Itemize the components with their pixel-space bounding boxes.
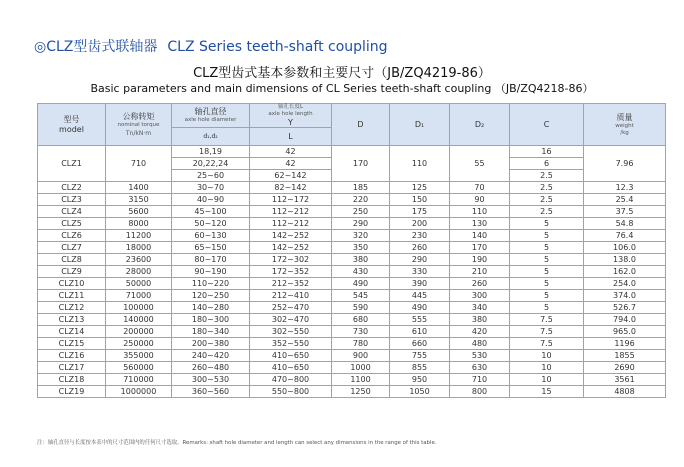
col-weight-unit: /kg [620, 129, 629, 136]
cell-length: 82~142 [250, 182, 332, 194]
cell-torque: 11200 [106, 230, 172, 242]
cell-C: 7.5 [510, 314, 584, 326]
table-row [38, 374, 666, 386]
cell-length: 252~470 [250, 302, 332, 314]
cell-weight: 25.4 [584, 194, 666, 206]
table-row [38, 362, 666, 374]
cell-D: 1000 [332, 362, 390, 374]
col-bore-sub: d₁,d₂ [172, 128, 250, 146]
cell-D2: 530 [450, 350, 510, 362]
cell-weight: 374.0 [584, 290, 666, 302]
cell-torque: 23600 [106, 254, 172, 266]
cell-length: 42 [250, 146, 332, 158]
cell-model: CLZ12 [38, 302, 106, 314]
cell-weight: 106.0 [584, 242, 666, 254]
cell-bore: 200~380 [172, 338, 250, 350]
cell-model: CLZ18 [38, 374, 106, 386]
col-torque-unit: Tn/kN·m [125, 129, 152, 137]
cell-torque: 18000 [106, 242, 172, 254]
cell-length: 410~650 [250, 350, 332, 362]
cell-C: 6 [510, 158, 584, 170]
table-row [38, 278, 666, 290]
cell-bore: 140~280 [172, 302, 250, 314]
cell-model: CLZ2 [38, 182, 106, 194]
cell-C: 5 [510, 230, 584, 242]
spec-table [37, 103, 666, 398]
col-length-y: Y [288, 118, 293, 127]
cell-weight: 526.7 [584, 302, 666, 314]
cell-model: CLZ7 [38, 242, 106, 254]
cell-D: 380 [332, 254, 390, 266]
cell-D: 250 [332, 206, 390, 218]
cell-D2: 170 [450, 242, 510, 254]
cell-D2: 70 [450, 182, 510, 194]
cell-torque: 710 [106, 146, 172, 182]
cell-D1: 445 [390, 290, 450, 302]
col-weight-en: weight [615, 122, 634, 129]
table-row [38, 290, 666, 302]
cell-torque: 71000 [106, 290, 172, 302]
cell-D: 900 [332, 350, 390, 362]
cell-model: CLZ13 [38, 314, 106, 326]
cell-torque: 50000 [106, 278, 172, 290]
cell-D1: 555 [390, 314, 450, 326]
cell-torque: 1000000 [106, 386, 172, 398]
cell-D2: 710 [450, 374, 510, 386]
cell-torque: 100000 [106, 302, 172, 314]
cell-D: 290 [332, 218, 390, 230]
table-title-en: Basic parameters and main dimensions of CL Series teeth-shaft coupling （JB/ZQ4218-86） [90, 82, 594, 95]
cell-weight: 7.96 [584, 146, 666, 182]
cell-C: 15 [510, 386, 584, 398]
cell-length: 172~302 [250, 254, 332, 266]
cell-bore: 18,19 [172, 146, 250, 158]
table-row [38, 254, 666, 266]
col-torque-en: nominal torque [117, 121, 160, 128]
cell-D1: 110 [390, 146, 450, 182]
cell-D2: 110 [450, 206, 510, 218]
cell-model: CLZ8 [38, 254, 106, 266]
cell-bore: 360~560 [172, 386, 250, 398]
cell-model: CLZ19 [38, 386, 106, 398]
col-model-cn: 型号 [63, 114, 80, 124]
cell-weight: 2690 [584, 362, 666, 374]
cell-bore: 65~150 [172, 242, 250, 254]
cell-C: 5 [510, 242, 584, 254]
cell-D1: 390 [390, 278, 450, 290]
cell-D1: 950 [390, 374, 450, 386]
cell-length: 42 [250, 158, 332, 170]
cell-length: 172~352 [250, 266, 332, 278]
cell-D2: 630 [450, 362, 510, 374]
cell-model: CLZ10 [38, 278, 106, 290]
table-row [38, 242, 666, 254]
cell-D1: 175 [390, 206, 450, 218]
cell-C: 2.5 [510, 206, 584, 218]
cell-D: 730 [332, 326, 390, 338]
cell-bore: 180~340 [172, 326, 250, 338]
cell-D1: 660 [390, 338, 450, 350]
col-D1: D₁ [390, 104, 450, 146]
cell-torque: 28000 [106, 266, 172, 278]
cell-weight: 1855 [584, 350, 666, 362]
cell-bore: 180~300 [172, 314, 250, 326]
cell-weight: 1196 [584, 338, 666, 350]
cell-torque: 5600 [106, 206, 172, 218]
col-D2: D₂ [450, 104, 510, 146]
cell-weight: 54.8 [584, 218, 666, 230]
header-title-cn: ◎CLZ型齿式联轴器 [34, 39, 158, 55]
cell-C: 5 [510, 278, 584, 290]
page-header [34, 36, 388, 56]
col-weight [584, 104, 666, 146]
cell-D: 680 [332, 314, 390, 326]
cell-length: 302~470 [250, 314, 332, 326]
col-length-l: L [250, 128, 332, 146]
cell-D: 1100 [332, 374, 390, 386]
table-header [38, 104, 666, 146]
cell-torque: 140000 [106, 314, 172, 326]
col-bore-cn: 轴孔直径 [194, 107, 227, 116]
cell-D2: 260 [450, 278, 510, 290]
cell-weight: 254.0 [584, 278, 666, 290]
table-row [38, 302, 666, 314]
cell-bore: 50~120 [172, 218, 250, 230]
cell-bore: 120~250 [172, 290, 250, 302]
table-row [38, 326, 666, 338]
cell-C: 5 [510, 266, 584, 278]
cell-D2: 90 [450, 194, 510, 206]
col-length-en: axle hole length [268, 111, 313, 117]
cell-length: 62~142 [250, 170, 332, 182]
cell-D: 430 [332, 266, 390, 278]
cell-D: 350 [332, 242, 390, 254]
cell-length: 112~212 [250, 218, 332, 230]
cell-length: 112~172 [250, 194, 332, 206]
cell-length: 550~800 [250, 386, 332, 398]
cell-D: 490 [332, 278, 390, 290]
cell-bore: 90~190 [172, 266, 250, 278]
col-length [250, 104, 332, 128]
cell-D1: 150 [390, 194, 450, 206]
cell-bore: 25~60 [172, 170, 250, 182]
cell-D2: 480 [450, 338, 510, 350]
cell-length: 410~650 [250, 362, 332, 374]
table-row [38, 218, 666, 230]
table-row [38, 314, 666, 326]
cell-D1: 755 [390, 350, 450, 362]
cell-D2: 190 [450, 254, 510, 266]
cell-D1: 125 [390, 182, 450, 194]
cell-bore: 240~420 [172, 350, 250, 362]
cell-weight: 162.0 [584, 266, 666, 278]
col-torque-cn: 公称转矩 [122, 111, 155, 121]
col-torque [106, 104, 172, 146]
cell-model: CLZ3 [38, 194, 106, 206]
cell-length: 212~352 [250, 278, 332, 290]
cell-torque: 250000 [106, 338, 172, 350]
header-title-en: CLZ Series teeth-shaft coupling [167, 39, 388, 55]
cell-D2: 140 [450, 230, 510, 242]
cell-model: CLZ15 [38, 338, 106, 350]
cell-torque: 3150 [106, 194, 172, 206]
cell-length: 470~800 [250, 374, 332, 386]
cell-length: 112~212 [250, 206, 332, 218]
table-row [38, 146, 666, 158]
cell-length: 352~550 [250, 338, 332, 350]
table-row [38, 182, 666, 194]
cell-D: 220 [332, 194, 390, 206]
cell-model: CLZ6 [38, 230, 106, 242]
cell-C: 7.5 [510, 326, 584, 338]
col-model [38, 104, 106, 146]
cell-torque: 355000 [106, 350, 172, 362]
cell-torque: 1400 [106, 182, 172, 194]
col-model-en: model [59, 124, 84, 134]
cell-D: 170 [332, 146, 390, 182]
cell-C: 2.5 [510, 194, 584, 206]
cell-model: CLZ14 [38, 326, 106, 338]
cell-D2: 340 [450, 302, 510, 314]
cell-C: 2.5 [510, 170, 584, 182]
col-weight-cn: 质量 [616, 112, 633, 122]
cell-D1: 330 [390, 266, 450, 278]
table-row [38, 194, 666, 206]
cell-D2: 55 [450, 146, 510, 182]
cell-length: 212~410 [250, 290, 332, 302]
table-row [38, 230, 666, 242]
cell-weight: 4808 [584, 386, 666, 398]
cell-D2: 300 [450, 290, 510, 302]
cell-D1: 490 [390, 302, 450, 314]
cell-C: 5 [510, 218, 584, 230]
table-row [38, 350, 666, 362]
cell-model: CLZ11 [38, 290, 106, 302]
cell-bore: 300~530 [172, 374, 250, 386]
cell-bore: 30~70 [172, 182, 250, 194]
cell-weight: 138.0 [584, 254, 666, 266]
cell-weight: 12.3 [584, 182, 666, 194]
cell-D2: 420 [450, 326, 510, 338]
cell-model: CLZ16 [38, 350, 106, 362]
cell-weight: 76.4 [584, 230, 666, 242]
cell-bore: 80~170 [172, 254, 250, 266]
cell-model: CLZ17 [38, 362, 106, 374]
table-row [38, 386, 666, 398]
cell-torque: 200000 [106, 326, 172, 338]
cell-D2: 130 [450, 218, 510, 230]
cell-C: 5 [510, 302, 584, 314]
cell-D1: 610 [390, 326, 450, 338]
cell-torque: 710000 [106, 374, 172, 386]
cell-bore: 60~130 [172, 230, 250, 242]
cell-bore: 260~480 [172, 362, 250, 374]
cell-C: 5 [510, 254, 584, 266]
cell-D: 185 [332, 182, 390, 194]
cell-weight: 794.0 [584, 314, 666, 326]
col-C: C [510, 104, 584, 146]
cell-weight: 965.0 [584, 326, 666, 338]
col-length-cn: 轴孔长度L [277, 104, 304, 110]
col-bore [172, 104, 250, 128]
cell-D: 1250 [332, 386, 390, 398]
table-body [38, 146, 666, 398]
cell-model: CLZ1 [38, 146, 106, 182]
footnote: 注：轴孔直径与长度按本表中的尺寸范围内的任何尺寸选取。Remarks: shaft hole diameter and length can select any dimensions in the range of this table. [37, 440, 437, 446]
cell-length: 142~252 [250, 230, 332, 242]
table-title-cn: CLZ型齿式基本参数和主要尺寸（JB/ZQ4219-86） [193, 66, 491, 81]
cell-D1: 1050 [390, 386, 450, 398]
cell-model: CLZ5 [38, 218, 106, 230]
cell-bore: 45~100 [172, 206, 250, 218]
cell-torque: 8000 [106, 218, 172, 230]
table-row [38, 266, 666, 278]
cell-D1: 855 [390, 362, 450, 374]
cell-length: 142~252 [250, 242, 332, 254]
cell-D: 320 [332, 230, 390, 242]
col-bore-en: axle hole diameter [184, 117, 237, 123]
cell-C: 16 [510, 146, 584, 158]
cell-C: 10 [510, 362, 584, 374]
cell-torque: 560000 [106, 362, 172, 374]
cell-D2: 800 [450, 386, 510, 398]
cell-D1: 290 [390, 254, 450, 266]
cell-C: 10 [510, 374, 584, 386]
cell-bore: 110~220 [172, 278, 250, 290]
cell-D: 780 [332, 338, 390, 350]
table-row [38, 338, 666, 350]
cell-D1: 260 [390, 242, 450, 254]
table-row [38, 206, 666, 218]
cell-D2: 380 [450, 314, 510, 326]
cell-C: 10 [510, 350, 584, 362]
cell-D2: 210 [450, 266, 510, 278]
cell-length: 302~550 [250, 326, 332, 338]
cell-model: CLZ9 [38, 266, 106, 278]
cell-D: 590 [332, 302, 390, 314]
cell-C: 7.5 [510, 338, 584, 350]
cell-bore: 40~90 [172, 194, 250, 206]
cell-model: CLZ4 [38, 206, 106, 218]
cell-D1: 200 [390, 218, 450, 230]
cell-weight: 37.5 [584, 206, 666, 218]
cell-D: 545 [332, 290, 390, 302]
col-D: D [332, 104, 390, 146]
cell-weight: 3561 [584, 374, 666, 386]
cell-D1: 230 [390, 230, 450, 242]
cell-C: 5 [510, 290, 584, 302]
cell-C: 2.5 [510, 182, 584, 194]
cell-bore: 20,22,24 [172, 158, 250, 170]
